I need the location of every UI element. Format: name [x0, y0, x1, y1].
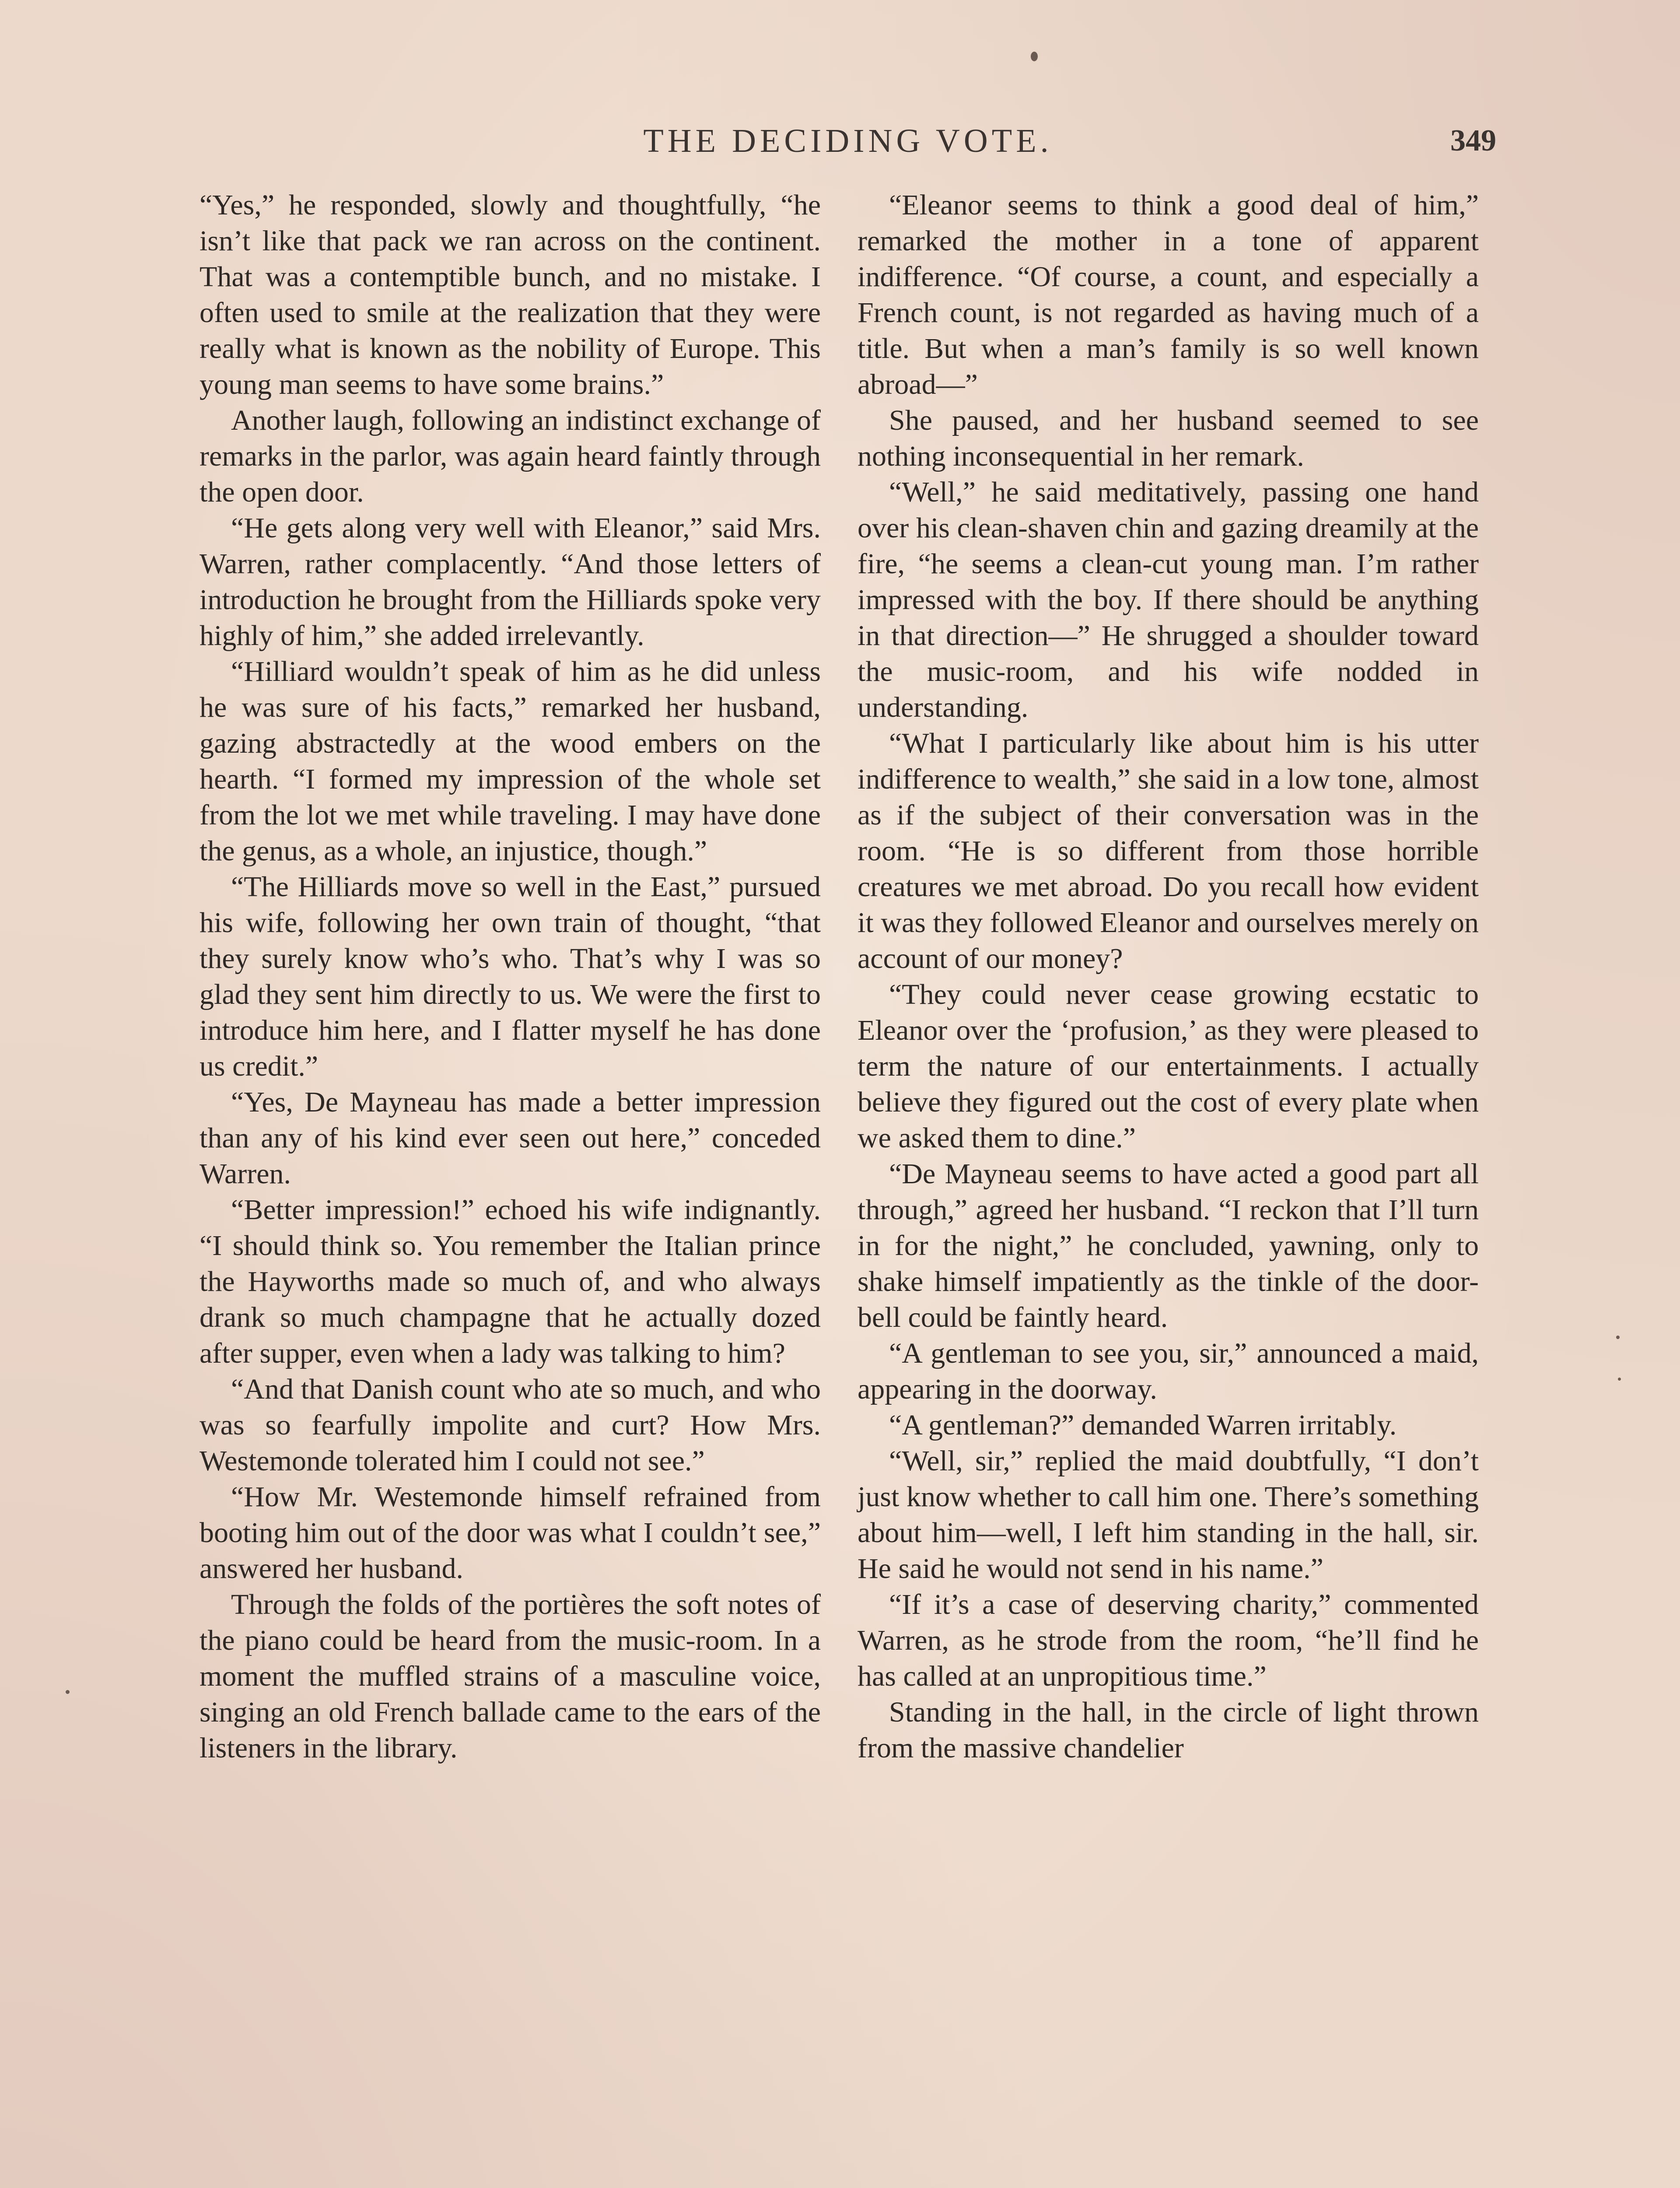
paragraph: “How Mr. Westemonde himself refrained from booting him out of the door was what I couldn’t see,” answered her husband.	[200, 1481, 821, 1585]
paragraph: “Yes,” he responded, slowly and thoughtfully, “he isn’t like that pack we ran across on the continent. That was a contemptible bunch, and no mistake. I often used to smile at the realization that they were really what is known as the nobility of Europe. This young man seems to have some brains.”	[200, 189, 821, 400]
paragraph: “A gentleman?” demanded Warren irritably.	[889, 1409, 1397, 1441]
page-title: THE DECIDING VOTE.	[643, 123, 1053, 159]
paragraph: “Hilliard wouldn’t speak of him as he did unless he was sure of his facts,” remarked her husband, gazing abstractedly at the wood embers on the hearth. “I formed my impression of the whole set from the lot we met while traveling. I may have done the genus, as a whole, an injustice, though.”	[200, 656, 821, 867]
paragraph: “If it’s a case of deserving charity,” commented Warren, as he strode from the room, “he’ll find he has called at an unpropitious time.”	[858, 1588, 1479, 1692]
paragraph: “What I particularly like about him is his utter indifference to wealth,” she said in a low tone, almost as if the subject of their conversation was in the room. “He is so different from those horrible creatures we met abroad. Do you recall how evident it was they followed Eleanor and ourselves merely on account of our money?	[858, 727, 1479, 975]
paragraph: “De Mayneau seems to have acted a good part all through,” agreed her husband. “I reckon that I’ll turn in for the night,” he concluded, yawning, only to shake himself impatiently as the tinkle of the door-bell could be faintly heard.	[858, 1158, 1479, 1333]
left-column	[200, 187, 821, 1766]
paragraph: “He gets along very well with Eleanor,” said Mrs. Warren, rather complacently. “And those letters of introduction he brought from the Hilliards spoke very highly of him,” she added irrelevantly.	[200, 512, 821, 652]
paragraph: “A gentleman to see you, sir,” announced a maid, appearing in the doorway.	[858, 1337, 1479, 1405]
page-number: 349	[1450, 124, 1496, 158]
paragraph: Standing in the hall, in the circle of light thrown from the massive chandelier	[858, 1696, 1479, 1764]
paragraph: “Eleanor seems to think a good deal of him,” remarked the mother in a tone of apparent indifference. “Of course, a count, and especially a French count, is not regarded as having much of a title. But when a man’s family is so well known abroad—”	[858, 189, 1479, 400]
paper-speck	[1618, 1378, 1621, 1381]
paragraph: “The Hilliards move so well in the East,” pursued his wife, following her own train of thought, “that they surely know who’s who. That’s why I was so glad they sent him directly to us. We were the first to introduce him here, and I flatter myself he has done us credit.”	[200, 871, 821, 1082]
paragraph: “Yes, De Mayneau has made a better impression than any of his kind ever seen out here,” conceded Warren.	[200, 1086, 821, 1190]
paragraph: She paused, and her husband seemed to see nothing inconsequential in her remark.	[858, 404, 1479, 472]
paragraph: “They could never cease growing ecstatic to Eleanor over the ‘profusion,’ as they were pleased to term the nature of our entertainments. I actually believe they figured out the cost of every plate when we asked them to dine.”	[858, 978, 1479, 1154]
paragraph: “Well, sir,” replied the maid doubtfully, “I don’t just know whether to call him one. There’s something about him—well, I left him standing in the hall, sir. He said he would not send in his name.”	[858, 1445, 1479, 1585]
paper-speck	[1031, 52, 1038, 61]
paragraph: “And that Danish count who ate so much, and who was so fearfully impolite and curt? How Mrs. Westemonde tolerated him I could not see.”	[200, 1373, 821, 1477]
paper-speck	[1616, 1336, 1620, 1339]
right-column	[858, 187, 1479, 1766]
running-head	[200, 115, 1496, 167]
paper-speck	[66, 1690, 70, 1694]
paragraph: “Well,” he said meditatively, passing one hand over his clean-shaven chin and gazing dreamily at the fire, “he seems a clean-cut young man. I’m rather impressed with the boy. If there should be anything in that direction—” He shrugged a shoulder toward the music-room, and his wife nodded in understanding.	[858, 476, 1479, 723]
paragraph: Another laugh, following an indistinct exchange of remarks in the parlor, was again heard faintly through the open door.	[200, 404, 821, 508]
paragraph: “Better impression!” echoed his wife indignantly. “I should think so. You remember the Italian prince the Hayworths made so much of, and who always drank so much champagne that he actually dozed after supper, even when a lady was talking to him?	[200, 1194, 821, 1369]
paragraph: Through the folds of the portières the soft notes of the piano could be heard from the music-room. In a moment the muffled strains of a masculine voice, singing an old French ballade came to the ears of the listeners in the library.	[200, 1588, 821, 1764]
